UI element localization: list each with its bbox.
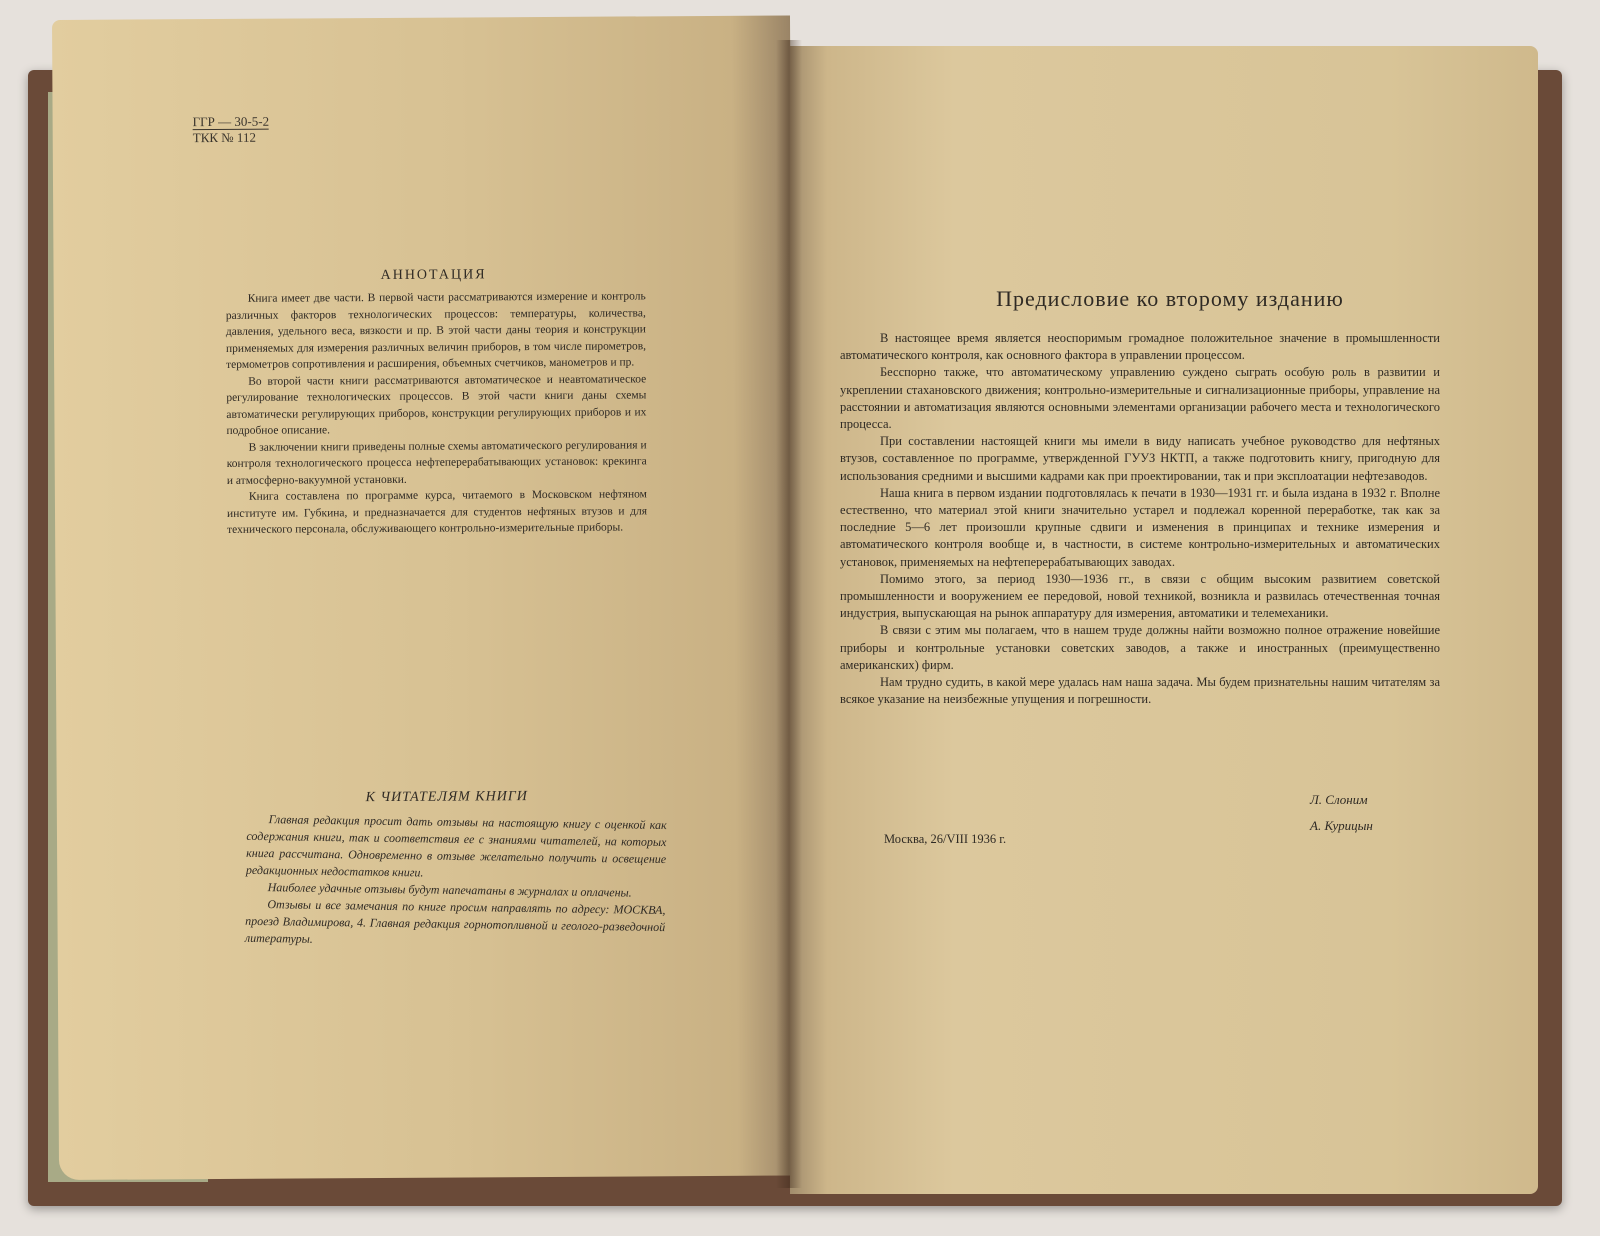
preface-paragraph: Помимо этого, за период 1930—1936 гг., в связи с общим высоким развитием советской промышленности и вооружением ее передовой, новой техникой, возникла и развилась отечественная точная индустрия, выпускающая на рынок аппаратуру для измерения, автоматики и телемеханики. [840, 571, 1440, 621]
catalog-code [193, 114, 270, 145]
preface-body [840, 330, 1440, 708]
readers-paragraph: Главная редакция просит дать отзывы на настоящую книгу с оценкой как содержания книги, так и соответствия ее с знаниями читателей, на которых книга рассчитана. Одновременно в отзыве желательно получить и освещение редакционных недостатков книги. [245, 812, 667, 880]
preface-paragraph: В связи с этим мы полагаем, что в нашем труде должны найти возможно полное отражение новейшие приборы и контрольные установки советских заводов, а также и иностранных (преимущественно американских) фирм. [840, 623, 1440, 672]
signature-2: А. Курицын [1310, 818, 1373, 833]
signature-1: Л. Слоним [1310, 792, 1368, 807]
preface-paragraph: Нам трудно судить, в какой мере удалась нам наша задача. Мы будем признательны нашим читателям за всякое указание на неизбежные упущения и погрешности. [840, 675, 1440, 707]
annotation-paragraph: Во второй части книги рассматриваются автоматическое и неавтоматическое регулирование технологических процессов. В этой части книги даны схемы автоматически регулирующих приборов, конструкции регулирующих приборов и их подробное описание. [226, 372, 647, 437]
readers-paragraph: Отзывы и все замечания по книге просим направлять по адресу: МОСКВА, проезд Владимирова, 4. Главная редакция горнотопливной и геолого-разведочной литературы. [244, 897, 666, 946]
annotation-paragraph: В заключении книги приведены полные схемы автоматического регулирования и контроля технологического процесса нефтеперерабатывающих установок: крекинга и атмосферно-вакуумной установки. [226, 438, 647, 487]
preface-paragraph: Бесспорно также, что автоматическому управлению суждено сыграть особую роль в развитии и укреплении стахановского движения; контрольно-измерительные и сигнализационные приборы, управление на расстоянии и автоматизация являются основными элементами организации рабочего места и технологического процесса. [840, 365, 1440, 432]
readers-title: К ЧИТАТЕЛЯМ КНИГИ [365, 789, 528, 806]
preface-paragraph: В настоящее время является неоспоримым громадное положительное значение в промышленности автоматического контроля, как основного фактора в управлении процессом. [840, 331, 1440, 363]
preface-title: Предисловие ко второму изданию [996, 286, 1344, 311]
annotation-body [226, 288, 648, 538]
place-date: Москва, 26/VIII 1936 г. [884, 832, 1007, 846]
book-gutter [776, 40, 802, 1188]
annotation-paragraph: Книга составлена по программе курса, читаемого в Московском нефтяном институте им. Губкина, и предназначается для студентов нефтяных втузов и для технического персонала, обслуживающего контрольно-измерительные приборы. [226, 488, 648, 536]
catalog-code-line-2: ТКК № 112 [192, 129, 256, 146]
preface-paragraph: Наша книга в первом издании подготовлялась к печати в 1930—1931 гг. и была издана в 1932 г. Вполне естественно, что материал этой книги значительно устарел и подлежал коренной переработке, так как за последние 5—6 лет произошли крупные сдвиги и изменения в принципах и технике измерения и автоматического контроля вообще и, в частности, в системе контрольно-измерительных и автоматических установок, применяемых на нефтеперерабатывающих заводах. [840, 485, 1440, 569]
annotation-title: АННОТАЦИЯ [380, 267, 487, 283]
right-page [790, 46, 1538, 1194]
annotation-paragraph: Книга имеет две части. В первой части рассматриваются измерение и контроль различных факторов технологических процессов: температуры, количества, давления, удельного веса, вязкости и пр. В этой части даны теория и конструкции применяемых для измерения различных величин приборов, в том числе пирометров, термометров сопротивления и расширения, объемных счетчиков, манометров и пр. [225, 290, 647, 371]
readers-paragraph: Наиболее удачные отзывы будут напечатаны в журналах и оплачены. [267, 880, 632, 900]
preface-paragraph: При составлении настоящей книги мы имели в виду написать учебное руководство для нефтяных втузов, составленное по программе, утвержденной ГУУЗ НКТП, а также подготовить книгу, пригодную для использования средними и высшими кадрами как при проектировании, так и при эксплоатации нефтезаводов. [840, 434, 1440, 483]
catalog-code-line-1: ГГР — 30-5-2 [192, 113, 270, 130]
left-page [52, 15, 797, 1179]
readers-body [245, 811, 667, 953]
